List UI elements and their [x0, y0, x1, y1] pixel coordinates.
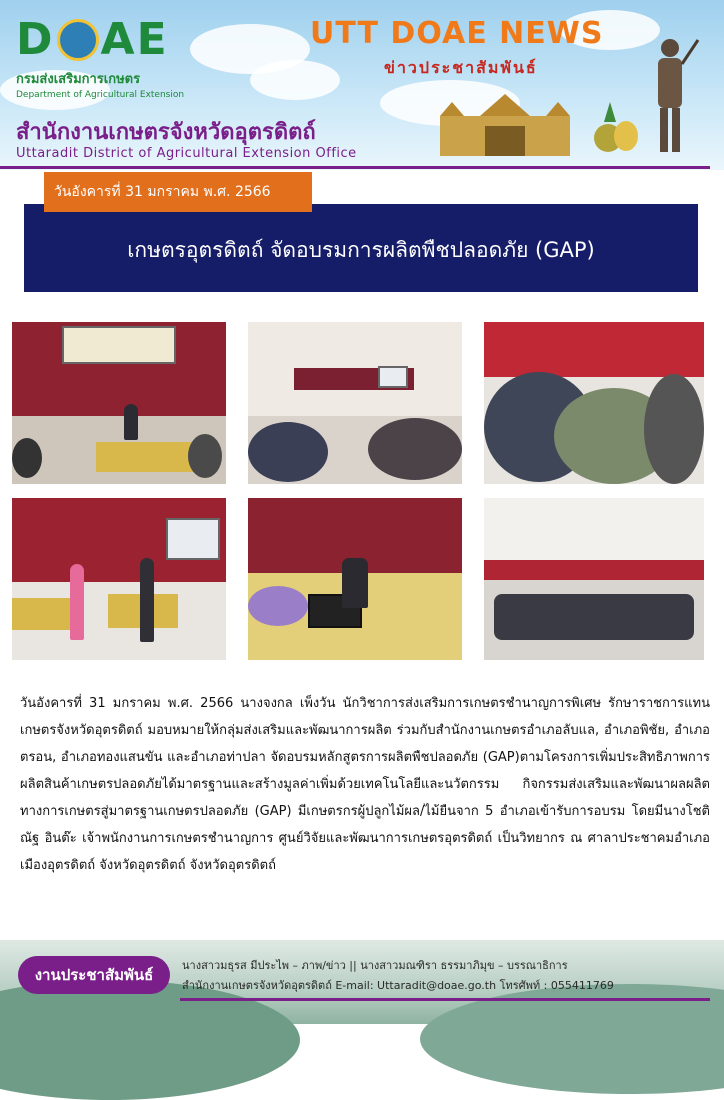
contact-line: สำนักงานเกษตรจังหวัดอุตรดิตถ์ E-mail: Uttaradit@doae.go.th โทรศัพท์ : 055411769 [182, 979, 614, 992]
footer-divider [180, 998, 710, 1001]
statue-icon [640, 34, 700, 158]
photo-participants-seated [484, 322, 704, 484]
headline-bar [24, 204, 698, 292]
seal-icon [57, 19, 99, 61]
credits-line: นางสาวมธุรส มีประไพ – ภาพ/ข่าว || นางสาวมณฑิรา ธรรมาภิมุข – บรรณาธิการ [182, 959, 568, 972]
headline-title: เกษตรอุตรดิตถ์ จัดอบรมการผลิตพืชปลอดภัย (GAP) [127, 238, 595, 262]
logo-english-name: Department of Agricultural Extension [16, 90, 185, 100]
photo-two-presenters [12, 498, 226, 660]
logo-thai-name: กรมส่งเสริมการเกษตร [16, 72, 141, 87]
logo-text-d: D [16, 14, 55, 65]
photo-hall-audience [248, 322, 462, 484]
header-divider [0, 166, 710, 169]
office-thai-name: สำนักงานเกษตรจังหวัดอุตรดิตถ์ [16, 120, 316, 145]
article-body: วันอังคารที่ 31 มกราคม พ.ศ. 2566 นางจงกล เพ็งวัน นักวิชาการส่งเสริมการเกษตรชำนาญการพิเศษ รักษาราชการแทนเกษตรจังหวัดอุตรดิตถ์ มอบหมายให้กลุ่มส่งเสริมและพัฒนาการผลิต ร่วมกับสำนักงานเกษตรอำเภอลับแล, อำเภอพิชัย, อำเภอตรอน, อำเภอทองแสนขัน และอำเภอท่าปลา จัดอบรมหลักสูตรการผลิตพืชปลอดภัย (GAP)ตามโครงการเพิ่มประสิทธิภาพการผลิตสินค้าเกษตรปลอดภัยได้มาตรฐานและสร้างมูลค่าเพิ่มด้วยเทคโนโลยีและนวัตกรรม กิจกรรมส่งเสริมและพัฒนาผลผลิตทางการเกษตรสู่มาตรฐานเกษตรปลอดภัย (GAP) มีเกษตรกรผู้ปลูกไม้ผล/ไม้ยืนจาก 5 อำเภอเข้ารับการอบรม โดยมีนางโชติณัฐ อินต๊ะ เจ้าพนักงานการเกษตรชำนาญการ ศูนย์วิจัยและพัฒนาการเกษตรอุตรดิตถ์ เป็นวิทยากร ณ ศาลาประชาคมอำเภอเมืองอุตรดิตถ์ จังหวัดอุตรดิตถ์ จังหวัดอุตรดิตถ์ [20, 696, 710, 873]
photo-speaker-podium [12, 322, 226, 484]
doae-logo [16, 14, 185, 100]
photo-group-audience [484, 498, 704, 660]
city-gate-icon [430, 92, 580, 156]
office-english-name: Uttaradit District of Agricultural Extension Office [16, 146, 357, 161]
date-tab: วันอังคารที่ 31 มกราคม พ.ศ. 2566 [44, 172, 312, 212]
header [0, 0, 724, 170]
photo-presenter-laptop [248, 498, 462, 660]
logo-text-ae: AE [100, 14, 169, 65]
news-title: UTT DOAE NEWS [310, 16, 604, 51]
news-subtitle: ข่าวประชาสัมพันธ์ [384, 58, 538, 77]
pr-section-label: งานประชาสัมพันธ์ [18, 956, 170, 994]
fruit-basket-icon [590, 96, 640, 156]
